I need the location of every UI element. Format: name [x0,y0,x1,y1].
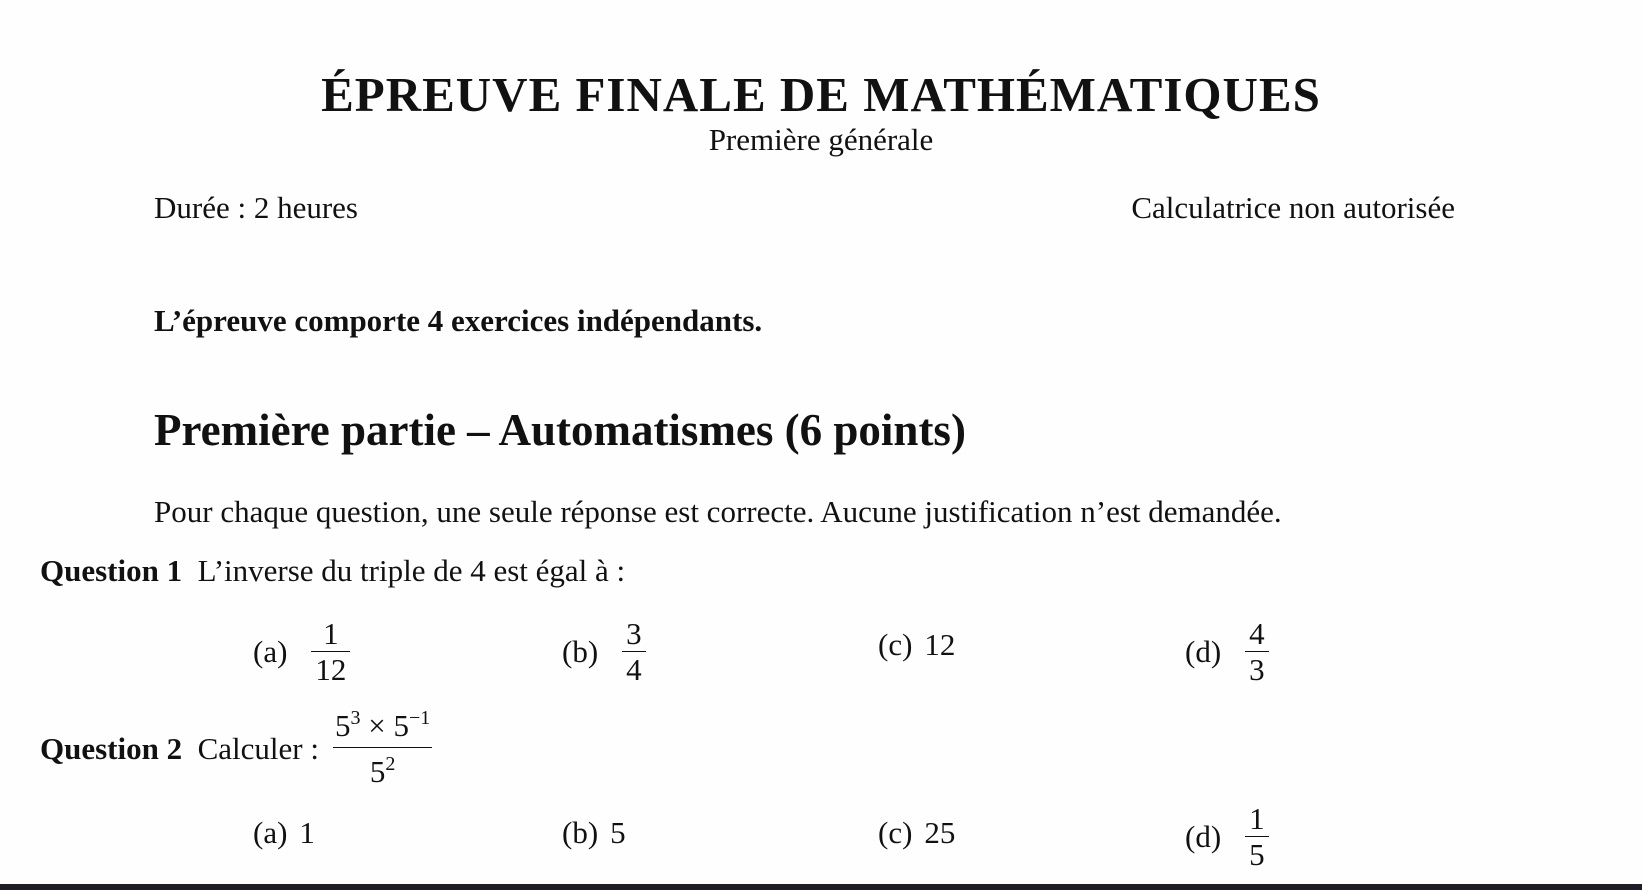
q2-option-b [562,815,626,851]
question-text: L’inverse du triple de 4 est égal à : [197,553,626,588]
section-instruction: Pour chaque question, une seule réponse est correcte. Aucune justification n’est demandée. [154,494,1282,529]
denominator: 4 [622,651,646,687]
intro-text: L’épreuve comporte 4 exercices indépendants. [154,303,763,338]
fraction [1245,803,1269,871]
numerator: 1 [323,616,339,651]
q1-option-a [253,618,350,686]
option-value: 25 [924,815,956,850]
denominator: 12 [311,651,350,687]
fraction [311,618,350,686]
times: × [368,708,386,743]
option-value: 5 [610,815,626,850]
q1-option-c [878,627,955,663]
option-value: 1 [299,815,315,850]
fraction [622,618,646,686]
fraction [1245,618,1269,686]
q2-option-c [878,815,955,851]
base: 5 [369,753,386,789]
exponent: −1 [408,707,431,729]
question-1 [40,553,625,589]
denominator: 3 [1245,651,1269,687]
option-label: (a) [253,815,288,850]
question-2 [40,707,432,789]
exponent: 2 [385,752,396,775]
option-label: (c) [878,815,913,850]
exam-subtitle: Première générale [708,122,934,157]
question-label: Question 1 [40,553,183,588]
question-label: Question 2 [40,731,183,767]
section-title: Première partie – Automatismes (6 points) [154,405,966,455]
q1-option-b [562,618,646,686]
option-label: (d) [1185,819,1222,855]
q1-option-d [1185,618,1269,686]
base: 5 [334,708,351,743]
option-label: (b) [562,815,599,850]
exam-title: ÉPREUVE FINALE DE MATHÉMATIQUES [321,67,1321,122]
denominator [333,747,432,789]
numerator: 3 [626,616,642,651]
numerator [333,707,432,747]
bottom-bar [0,884,1642,890]
option-value: 12 [924,627,956,662]
option-label: (c) [878,627,913,662]
calculator-note: Calculatrice non autorisée [1131,190,1455,225]
option-label: (a) [253,634,288,670]
base: 5 [393,708,409,743]
expression-fraction [333,707,432,789]
denominator: 5 [1245,836,1269,872]
option-label: (d) [1185,634,1222,670]
q2-option-a [253,815,315,851]
exponent: 3 [350,707,361,729]
numerator: 4 [1249,616,1265,651]
question-text: Calculer : [197,731,319,767]
option-label: (b) [562,634,599,670]
duration: Durée : 2 heures [154,190,358,225]
q2-option-d [1185,803,1269,871]
numerator: 1 [1249,801,1265,836]
